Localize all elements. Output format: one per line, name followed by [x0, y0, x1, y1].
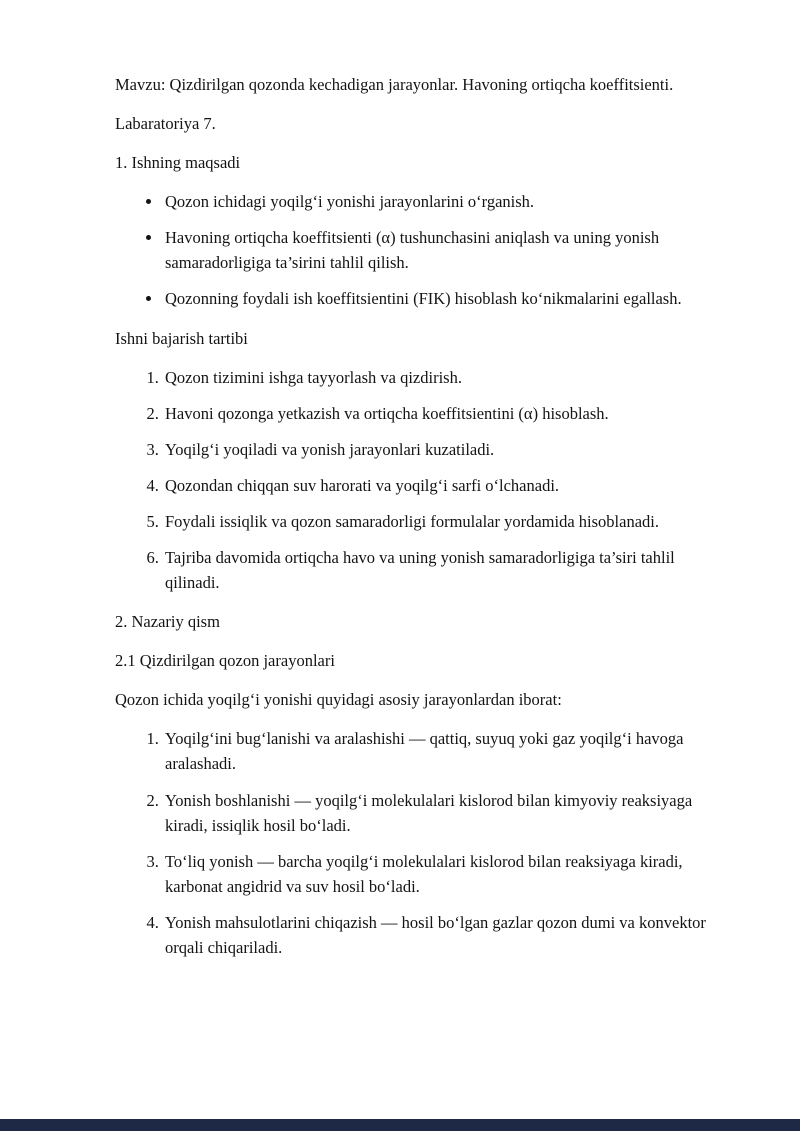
procedure-list: [115, 365, 725, 596]
section-1-heading: 1. Ishning maqsadi: [115, 153, 241, 173]
list-item: • Qozonning foydali ish koeffitsientini (FIK) hisoblash koʻnikmalarini egallash.: [163, 286, 725, 311]
procedure-heading: Ishni bajarish tartibi: [115, 328, 248, 348]
list-item: 1. Yoqilgʻini bugʻlanishi va aralashishi — qattiq, suyuq yoki gaz yoqilgʻi havoga aralashadi.: [163, 726, 725, 776]
lab-subtitle: Labaratoriya 7.: [115, 114, 216, 134]
list-item: 4. Qozondan chiqqan suv harorati va yoqilgʻi sarfi oʻlchanadi.: [163, 473, 725, 498]
list-item: 3. Yoqilgʻi yoqiladi va yonish jarayonlari kuzatiladi.: [163, 437, 725, 462]
list-item: 6. Tajriba davomida ortiqcha havo va uning yonish samaradorligiga ta’siri tahlil qilinadi.: [163, 545, 725, 595]
goals-list: [115, 189, 725, 311]
list-item: 1. Qozon tizimini ishga tayyorlash va qizdirish.: [163, 365, 725, 390]
list-item: 5. Foydali issiqlik va qozon samaradorligi formulalar yordamida hisoblanadi.: [163, 509, 725, 534]
document-title: Mavzu: Qizdirilgan qozonda kechadigan jarayonlar. Havoning ortiqcha koeffitsienti.: [115, 75, 674, 94]
processes-list: [115, 726, 725, 960]
section-2-heading: 2. Nazariy qism: [115, 612, 220, 632]
list-item: • Qozon ichidagi yoqilgʻi yonishi jarayonlarini oʻrganish.: [163, 189, 725, 214]
section-2-1-subheading: 2.1 Qizdirilgan qozon jarayonlari: [115, 651, 335, 671]
list-item: 2. Havoni qozonga yetkazish va ortiqcha koeffitsientini (α) hisoblash.: [163, 401, 725, 426]
list-item: 4. Yonish mahsulotlarini chiqazish — hosil boʻlgan gazlar qozon dumi va konvektor orqali chiqariladi.: [163, 910, 725, 960]
bottom-bar: [0, 1119, 800, 1131]
list-item: 2. Yonish boshlanishi — yoqilgʻi molekulalari kislorod bilan kimyoviy reaksiyaga kiradi, issiqlik hosil boʻladi.: [163, 788, 725, 838]
list-item: • Havoning ortiqcha koeffitsienti (α) tushunchasini aniqlash va uning yonish samaradorligiga ta’sirini tahlil qilish.: [163, 225, 725, 275]
section-2-intro: Qozon ichida yoqilgʻi yonishi quyidagi asosiy jarayonlardan iborat:: [115, 690, 562, 710]
list-item: 3. Toʻliq yonish — barcha yoqilgʻi molekulalari kislorod bilan reaksiyaga kiradi, karbonat angidrid va suv hosil boʻladi.: [163, 849, 725, 899]
